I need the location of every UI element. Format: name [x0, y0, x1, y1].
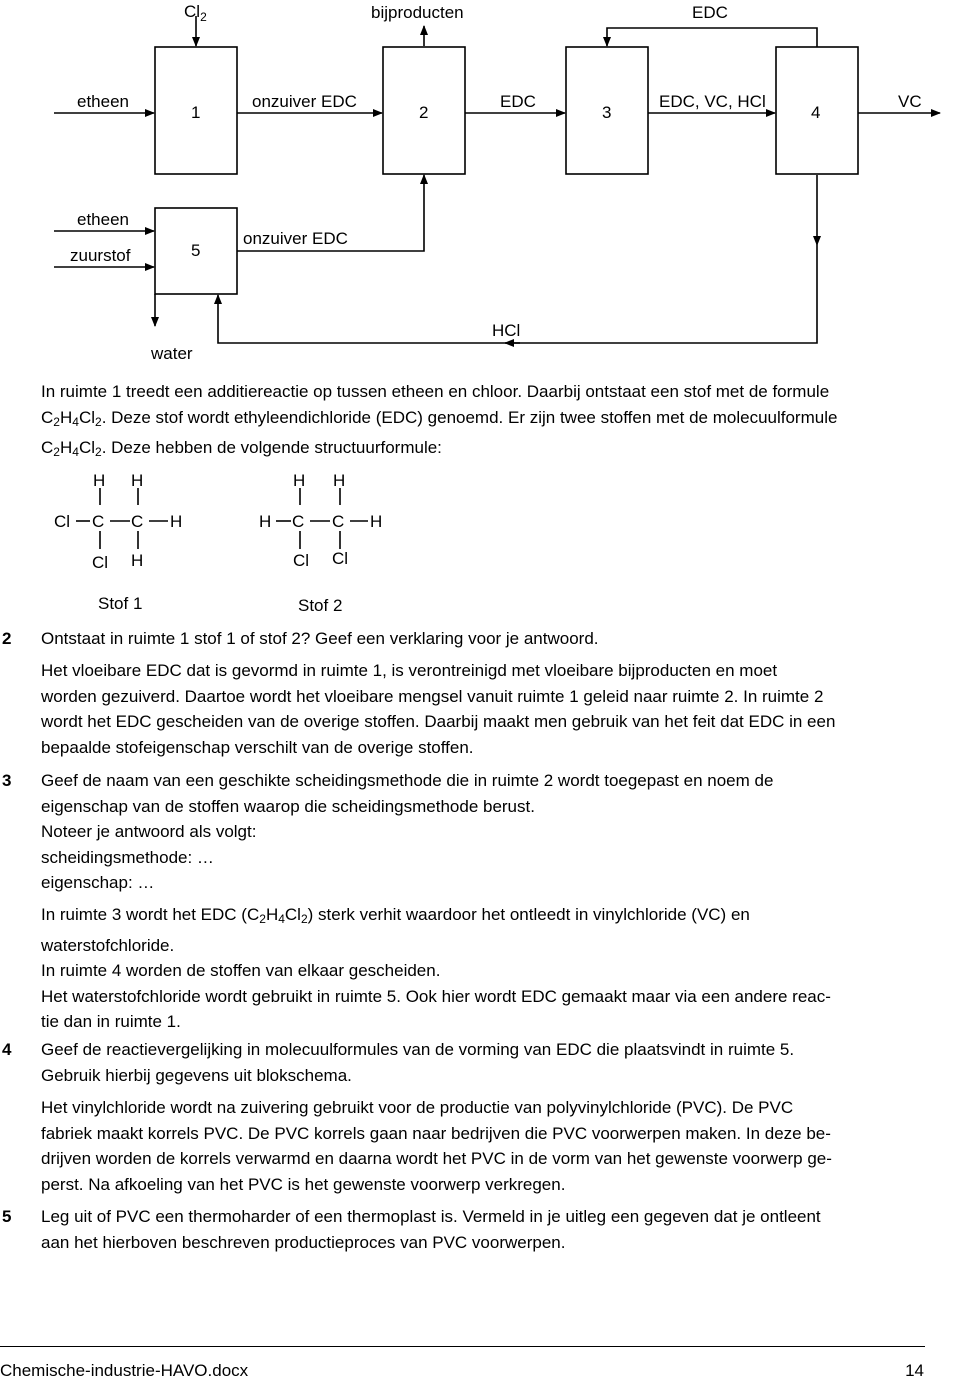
atom-cl: Cl — [92, 553, 109, 572]
water-label: water — [151, 344, 193, 363]
footer-filename: Chemische-industrie-HAVO.docx — [0, 1361, 249, 1379]
atom-h: H — [293, 471, 306, 490]
onzuiver-edc-label: onzuiver EDC — [252, 92, 357, 111]
etheen-5-label: etheen — [77, 210, 129, 229]
pvc-paragraph: Het vinylchloride wordt na zuivering gebruikt voor de productie van polyvinylchloride (PVC). De PVC fabriek maakt korrels PVC. De PVC korrels gaan naar bedrijven die PVC voorwerpen maken. In deze be- drijven worden de korrels verwarmd en daarna wordt het PVC in de vorm van het gewenste voorwerp ge- perst. Na afkoeling van het PVC is het gewenste voorwerp verkregen. — [41, 1098, 832, 1194]
zuurstof-label: zuurstof — [70, 246, 131, 265]
atom-c: C — [92, 512, 105, 531]
edc-label: EDC — [500, 92, 536, 111]
decomposition-paragraph: In ruimte 3 wordt het EDC $(C_2H_4Cl_2)$ sterk verhit waardoor het ontleedt in vinylchloride (VC) en waterstofchloride. In ruimte 4 worden de stoffen van elkaar gescheiden. Het waterstofchloride wordt gebruikt in ruimte 5. Ook hier wordt EDC gemaakt maar via een andere reac- tie dan in ruimte 1. — [41, 905, 831, 1031]
atom-cl: Cl — [332, 549, 349, 568]
question-2-number: 2 — [2, 629, 12, 648]
atom-h: H — [131, 471, 144, 490]
edc-vc-hcl-label: EDC, VC, HCl — [659, 92, 766, 111]
box-2-label: 2 — [419, 103, 429, 122]
question-2-text: Ontstaat in ruimte 1 stof 1 of stof 2? Geef een verklaring voor je antwoord. — [41, 629, 599, 648]
atom-cl: Cl — [54, 512, 71, 531]
purification-paragraph: Het vloeibare EDC dat is gevormd in ruimte 1, is verontreinigd met vloeibare bijproducten en moet worden gezuiverd. Daartoe wordt het vloeibare mengsel vanuit ruimte 1 geleid naar ruimte 2. In ruimte 2 wordt het EDC gescheiden van de overige stoffen. Daarbij maakt men gebruik van het feit dat EDC in een bepaalde stofeigenschap verschilt van de overige stoffen. — [41, 661, 836, 757]
stof-1-label: Stof 1 — [98, 594, 143, 613]
box-3-label: 3 — [602, 103, 612, 122]
question-5-text: Leg uit of PVC een thermoharder of een thermoplast is. Vermeld in je uitleg een gegeven dat je ontleent aan het hierboven beschreven productieproces van PVC voorwerpen. — [41, 1207, 821, 1252]
question-4-number: 4 — [2, 1040, 12, 1059]
block-diagram — [0, 0, 960, 370]
cl2-label: $Cl_2$ — [184, 2, 207, 24]
question-3-number: 3 — [2, 771, 12, 790]
edc-return-label: EDC — [692, 3, 728, 22]
question-4-text: Geef de reactievergelijking in molecuulformules van de vorming van EDC die plaatsvindt in ruimte 5. Gebruik hierbij gegevens uit blokschema. — [41, 1040, 795, 1085]
structural-formulas — [0, 465, 960, 625]
atom-h: H — [259, 512, 272, 531]
footer-rule — [0, 1346, 925, 1347]
atom-h: H — [93, 471, 106, 490]
atom-h: H — [170, 512, 183, 531]
footer-page-number: 14 — [905, 1361, 924, 1379]
question-5-number: 5 — [2, 1207, 12, 1226]
atom-h: H — [131, 551, 144, 570]
vc-label: VC — [898, 92, 922, 111]
onzuiver-edc-5-label: onzuiver EDC — [243, 229, 348, 248]
intro-paragraph: In ruimte 1 treedt een additiereactie op tussen etheen en chloor. Daarbij ontstaat een stof met de formule $C_2H_4Cl_2$. Deze stof wordt ethyleendichloride (EDC) genoemd. Er zijn twee stoffen met de molecuulformule $C_2H_4Cl_2$. Deze hebben de volgende structuurformule: — [41, 382, 838, 459]
box-4-label: 4 — [811, 103, 821, 122]
bijproducten-label: bijproducten — [371, 3, 464, 22]
box-1-label: 1 — [191, 103, 201, 122]
atom-c: C — [292, 512, 305, 531]
stof-2-label: Stof 2 — [298, 596, 343, 615]
atom-cl: Cl — [293, 551, 310, 570]
question-3-text: Geef de naam van een geschikte scheidingsmethode die in ruimte 2 wordt toegepast en noem de eigenschap van de stoffen waarop die scheidingsmethode berust. Noteer je antwoord als volgt: scheidingsmethode: … eigenschap: … — [41, 771, 774, 892]
box-5-label: 5 — [191, 241, 201, 260]
atom-h: H — [333, 471, 346, 490]
hcl-label: HCl — [492, 321, 521, 340]
atom-h: H — [370, 512, 383, 531]
atom-c: C — [131, 512, 144, 531]
atom-c: C — [332, 512, 345, 531]
etheen-label: etheen — [77, 92, 129, 111]
